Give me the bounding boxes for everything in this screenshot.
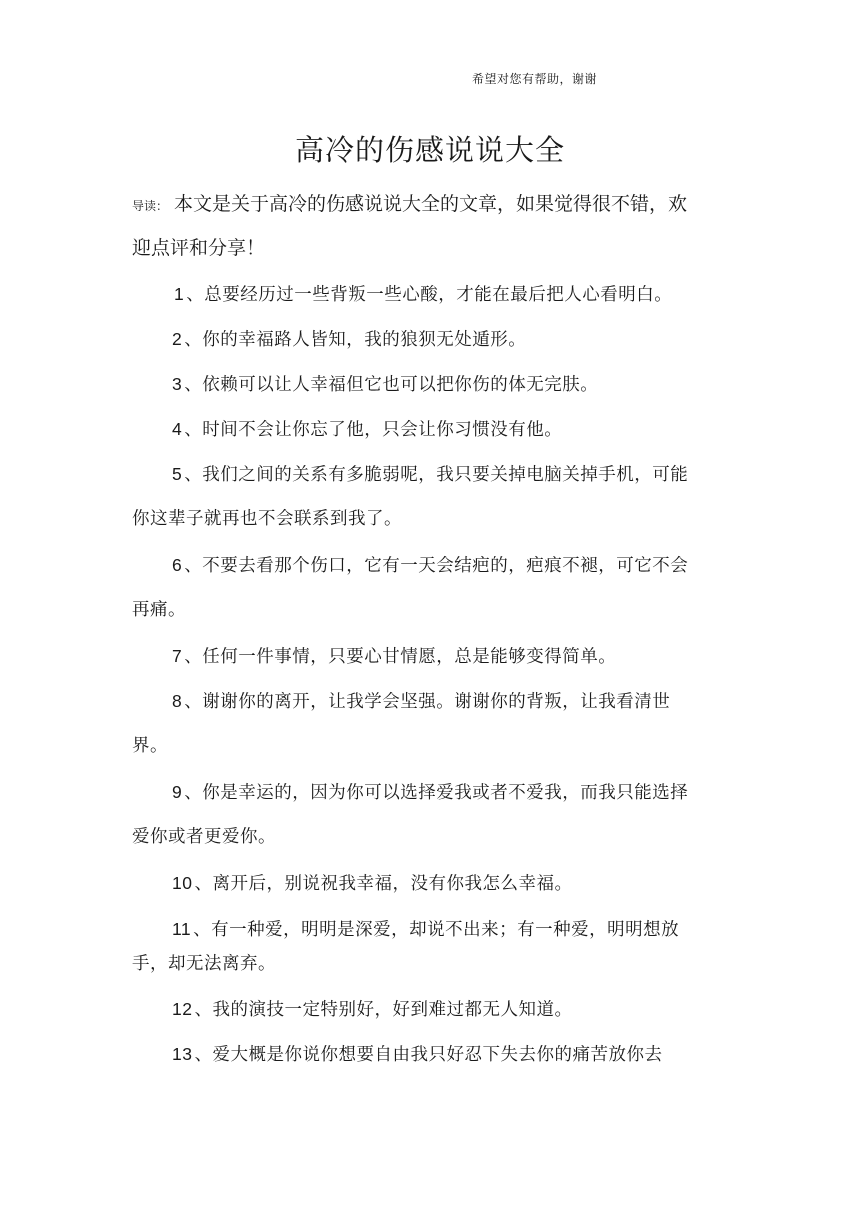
item-text: 、任何一件事情，只要心甘情愿，总是能够变得简单。 xyxy=(184,647,617,667)
item-number: 12 xyxy=(172,999,193,1019)
list-item xyxy=(132,912,692,981)
list-item xyxy=(132,272,692,317)
item-text: 、我的演技一定特别好，好到难过都无人知道。 xyxy=(194,1000,573,1020)
item-text: 、我们之间的关系有多脆弱呢，我只要关掉电脑关掉手机，可能你这辈子就再也不会联系到我了。 xyxy=(132,465,689,529)
intro-paragraph xyxy=(132,183,702,269)
intro-label: 导读： xyxy=(132,199,169,213)
item-text: 、离开后，别说祝我幸福，没有你我怎么幸福。 xyxy=(194,874,573,894)
item-number: 8 xyxy=(172,691,183,711)
list-item xyxy=(132,679,692,768)
item-text: 、谢谢你的离开，让我学会坚强。谢谢你的背叛，让我看清世界。 xyxy=(132,692,671,756)
item-text: 、不要去看那个伤口，它有一天会结疤的，疤痕不褪，可它不会再痛。 xyxy=(132,556,689,620)
item-number: 6 xyxy=(172,555,183,575)
item-text: 、依赖可以让人幸福但它也可以把你伤的体无完肤。 xyxy=(184,375,599,395)
list-item xyxy=(132,861,692,906)
item-number: 13 xyxy=(172,1044,193,1064)
intro-text: 本文是关于高冷的伤感说说大全的文章，如果觉得很不错，欢迎点评和分享！ xyxy=(132,193,688,259)
item-number: 11 xyxy=(172,919,192,939)
header-note: 希望对您有帮助，谢谢 xyxy=(472,72,598,86)
item-text: 、时间不会让你忘了他，只会让你习惯没有他。 xyxy=(184,420,563,440)
list-item xyxy=(132,452,692,541)
quote-list xyxy=(132,272,692,1077)
list-item xyxy=(132,1032,692,1077)
item-number: 7 xyxy=(172,646,183,666)
list-item xyxy=(132,634,692,679)
list-item xyxy=(132,317,692,362)
list-item xyxy=(132,770,692,859)
list-item xyxy=(132,987,692,1032)
item-number: 1 xyxy=(174,284,185,304)
item-text: 、你是幸运的，因为你可以选择爱我或者不爱我，而我只能选择爱你或者更爱你。 xyxy=(132,783,689,847)
item-number: 3 xyxy=(172,374,183,394)
item-text: 、有一种爱，明明是深爱，却说不出来；有一种爱，明明想放手，却无法离弃。 xyxy=(132,920,680,974)
item-number: 2 xyxy=(172,329,183,349)
item-number: 5 xyxy=(172,464,183,484)
list-item xyxy=(132,407,692,452)
item-number: 9 xyxy=(172,782,183,802)
item-text: 、爱大概是你说你想要自由我只好忍下失去你的痛苦放你去 xyxy=(194,1045,663,1065)
list-item xyxy=(132,543,692,632)
item-number: 4 xyxy=(172,419,183,439)
item-text: 、总要经历过一些背叛一些心酸，才能在最后把人心看明白。 xyxy=(186,285,673,305)
page-title: 高冷的伤感说说大全 xyxy=(294,133,565,167)
item-text: 、你的幸福路人皆知，我的狼狈无处遁形。 xyxy=(184,330,527,350)
item-number: 10 xyxy=(172,873,193,893)
list-item xyxy=(132,362,692,407)
